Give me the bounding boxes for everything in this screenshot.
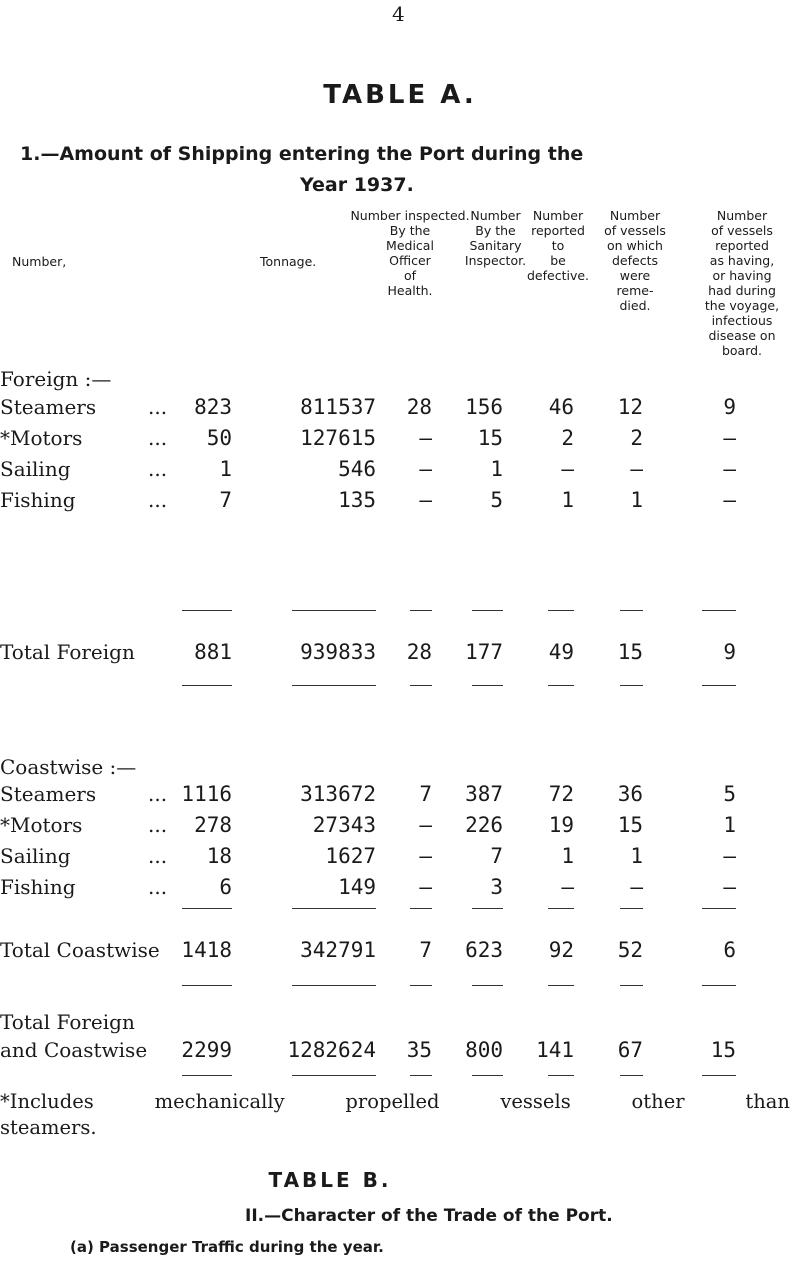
- rule-5-infectious: [702, 1075, 736, 1076]
- col-header-reported: Number By the Sanitary Inspector.: [464, 208, 527, 268]
- rule-1-number: [182, 610, 232, 611]
- footnote-line-2: steamers.: [0, 1116, 97, 1139]
- foreign-row-3-tonnage: 546: [338, 457, 376, 481]
- rule-2-infectious: [702, 685, 736, 686]
- rule-2-number: [182, 685, 232, 686]
- rule-4-number: [182, 985, 232, 986]
- coastwise-row-4-number: 6: [219, 875, 232, 899]
- coastwise-row-3-label: Sailing: [0, 844, 71, 868]
- rule-4-remedied: [620, 985, 643, 986]
- rule-5-defective: [548, 1075, 574, 1076]
- table-a-heading: 1.—Amount of Shipping entering the Port during the: [20, 143, 584, 165]
- rule-3-medical-officer: [410, 908, 432, 909]
- foreign-row-4-label: Fishing: [0, 488, 76, 512]
- coastwise-row-3-sanitary-inspector: 7: [490, 844, 503, 868]
- total-foreign-remedied: 15: [617, 640, 643, 664]
- rule-2-medical-officer: [410, 685, 432, 686]
- coastwise-row-3-leader-dots: ...: [148, 844, 168, 868]
- foreign-row-2-remedied: 2: [630, 426, 643, 450]
- foreign-row-4-remedied: 1: [630, 488, 643, 512]
- coastwise-row-4-label: Fishing: [0, 875, 76, 899]
- coastwise-heading: Coastwise :—: [0, 755, 137, 779]
- coastwise-row-3-remedied: 1: [630, 844, 643, 868]
- rule-3-sanitary-inspector: [472, 908, 503, 909]
- rule-1-medical-officer: [410, 610, 432, 611]
- foreign-row-2-number: 50: [206, 426, 232, 450]
- foreign-row-4-defective: 1: [561, 488, 574, 512]
- total-foreign-sanitary-inspector: 177: [465, 640, 503, 664]
- rule-4-infectious: [702, 985, 736, 986]
- rule-3-remedied: [620, 908, 643, 909]
- page-number: 4: [392, 2, 405, 26]
- rule-3-tonnage: [292, 908, 376, 909]
- foreign-row-4-sanitary-inspector: 5: [490, 488, 503, 512]
- col-header-inspected: Number inspected. By the Medical Officer of Health.: [350, 208, 470, 298]
- total-coastwise-remedied: 52: [617, 938, 643, 962]
- rule-5-number: [182, 1075, 232, 1076]
- rule-1-sanitary-inspector: [472, 610, 503, 611]
- total-coastwise-number: 1418: [181, 938, 232, 962]
- foreign-row-1-number: 823: [194, 395, 232, 419]
- table-b-heading: II.—Character of the Trade of the Port.: [245, 1206, 613, 1226]
- foreign-row-1-tonnage: 811537: [300, 395, 376, 419]
- grand-total-medical-officer: 35: [406, 1038, 432, 1062]
- foreign-row-2-medical-officer: —: [419, 426, 432, 450]
- foreign-row-4-tonnage: 135: [338, 488, 376, 512]
- rule-5-medical-officer: [410, 1075, 432, 1076]
- coastwise-row-4-medical-officer: —: [419, 875, 432, 899]
- foreign-row-3-remedied: —: [630, 457, 643, 481]
- foreign-row-3-leader-dots: ...: [148, 457, 168, 481]
- foreign-row-3-sanitary-inspector: 1: [490, 457, 503, 481]
- foreign-row-2-sanitary-inspector: 15: [477, 426, 503, 450]
- rule-5-tonnage: [292, 1075, 376, 1076]
- coastwise-row-1-infectious: 5: [723, 782, 736, 806]
- rule-3-defective: [548, 908, 574, 909]
- grand-total-defective: 141: [536, 1038, 574, 1062]
- rule-2-tonnage: [292, 685, 376, 686]
- foreign-row-2-infectious: —: [723, 426, 736, 450]
- total-coastwise-label: Total Coastwise: [0, 938, 160, 962]
- foreign-row-2-defective: 2: [561, 426, 574, 450]
- coastwise-row-1-number: 1116: [181, 782, 232, 806]
- rule-2-defective: [548, 685, 574, 686]
- coastwise-row-4-defective: —: [561, 875, 574, 899]
- col-header-tonnage: Tonnage.: [260, 254, 317, 269]
- grand-total-label-2: and Coastwise: [0, 1038, 148, 1062]
- coastwise-row-1-label: Steamers: [0, 782, 97, 806]
- col-header-infectious: Number of vessels reported as having, or having had during the voyage, infectious disease on board.: [704, 208, 780, 358]
- table-b-title: TABLE B.: [268, 1168, 392, 1192]
- grand-total-infectious: 15: [710, 1038, 736, 1062]
- rule-5-remedied: [620, 1075, 643, 1076]
- rule-4-defective: [548, 985, 574, 986]
- foreign-heading: Foreign :—: [0, 367, 112, 391]
- rule-4-tonnage: [292, 985, 376, 986]
- coastwise-row-1-sanitary-inspector: 387: [465, 782, 503, 806]
- table-a-year: Year 1937.: [300, 174, 414, 196]
- foreign-row-1-remedied: 12: [617, 395, 643, 419]
- rule-1-defective: [548, 610, 574, 611]
- grand-total-number: 2299: [181, 1038, 232, 1062]
- coastwise-row-4-tonnage: 149: [338, 875, 376, 899]
- rule-3-number: [182, 908, 232, 909]
- coastwise-row-1-medical-officer: 7: [419, 782, 432, 806]
- foreign-row-1-infectious: 9: [723, 395, 736, 419]
- foreign-row-3-number: 1: [219, 457, 232, 481]
- coastwise-row-2-label: *Motors: [0, 813, 83, 837]
- col-header-defective: Number reported to be defective.: [526, 208, 590, 283]
- foreign-row-1-leader-dots: ...: [148, 395, 168, 419]
- coastwise-row-2-infectious: 1: [723, 813, 736, 837]
- coastwise-row-4-infectious: —: [723, 875, 736, 899]
- foreign-row-3-medical-officer: —: [419, 457, 432, 481]
- rule-1-infectious: [702, 610, 736, 611]
- grand-total-label-1: Total Foreign: [0, 1010, 135, 1034]
- total-foreign-defective: 49: [548, 640, 574, 664]
- foreign-row-4-leader-dots: ...: [148, 488, 168, 512]
- foreign-row-2-leader-dots: ...: [148, 426, 168, 450]
- foreign-row-4-number: 7: [219, 488, 232, 512]
- total-coastwise-medical-officer: 7: [419, 938, 432, 962]
- foreign-row-1-label: Steamers: [0, 395, 97, 419]
- rule-3-infectious: [702, 908, 736, 909]
- foreign-row-3-defective: —: [561, 457, 574, 481]
- coastwise-row-2-remedied: 15: [617, 813, 643, 837]
- coastwise-row-2-medical-officer: —: [419, 813, 432, 837]
- col-header-number: Number,: [12, 254, 67, 269]
- coastwise-row-3-number: 18: [206, 844, 232, 868]
- foreign-row-2-label: *Motors: [0, 426, 83, 450]
- foreign-row-3-label: Sailing: [0, 457, 71, 481]
- foreign-row-4-medical-officer: —: [419, 488, 432, 512]
- coastwise-row-1-defective: 72: [548, 782, 574, 806]
- total-coastwise-infectious: 6: [723, 938, 736, 962]
- rule-1-tonnage: [292, 610, 376, 611]
- foreign-row-1-medical-officer: 28: [406, 395, 432, 419]
- total-foreign-label: Total Foreign: [0, 640, 135, 664]
- foreign-row-1-defective: 46: [548, 395, 574, 419]
- foreign-row-3-infectious: —: [723, 457, 736, 481]
- total-coastwise-sanitary-inspector: 623: [465, 938, 503, 962]
- coastwise-row-2-number: 278: [194, 813, 232, 837]
- rule-4-medical-officer: [410, 985, 432, 986]
- foreign-row-4-infectious: —: [723, 488, 736, 512]
- total-coastwise-defective: 92: [548, 938, 574, 962]
- total-foreign-tonnage: 939833: [300, 640, 376, 664]
- rule-2-remedied: [620, 685, 643, 686]
- rule-4-sanitary-inspector: [472, 985, 503, 986]
- coastwise-row-1-leader-dots: ...: [148, 782, 168, 806]
- foreign-row-2-tonnage: 127615: [300, 426, 376, 450]
- coastwise-row-3-infectious: —: [723, 844, 736, 868]
- total-foreign-medical-officer: 28: [406, 640, 432, 664]
- table-b-subheading: (a) Passenger Traffic during the year.: [70, 1238, 384, 1256]
- coastwise-row-2-tonnage: 27343: [312, 813, 376, 837]
- footnote-line-1: *Includes mechanically propelled vessels other than: [0, 1090, 790, 1113]
- rule-1-remedied: [620, 610, 643, 611]
- coastwise-row-4-remedied: —: [630, 875, 643, 899]
- grand-total-sanitary-inspector: 800: [465, 1038, 503, 1062]
- total-foreign-number: 881: [194, 640, 232, 664]
- coastwise-row-2-sanitary-inspector: 226: [465, 813, 503, 837]
- coastwise-row-2-leader-dots: ...: [148, 813, 168, 837]
- foreign-row-1-sanitary-inspector: 156: [465, 395, 503, 419]
- rule-5-sanitary-inspector: [472, 1075, 503, 1076]
- rule-2-sanitary-inspector: [472, 685, 503, 686]
- coastwise-row-4-leader-dots: ...: [148, 875, 168, 899]
- coastwise-row-1-remedied: 36: [617, 782, 643, 806]
- col-header-remedied: Number of vessels on which defects were reme- died.: [604, 208, 666, 313]
- coastwise-row-2-defective: 19: [548, 813, 574, 837]
- coastwise-row-4-sanitary-inspector: 3: [490, 875, 503, 899]
- grand-total-tonnage: 1282624: [287, 1038, 376, 1062]
- table-a-title: TABLE A.: [323, 80, 477, 110]
- coastwise-row-3-tonnage: 1627: [325, 844, 376, 868]
- grand-total-remedied: 67: [617, 1038, 643, 1062]
- total-foreign-infectious: 9: [723, 640, 736, 664]
- coastwise-row-3-defective: 1: [561, 844, 574, 868]
- coastwise-row-1-tonnage: 313672: [300, 782, 376, 806]
- total-coastwise-tonnage: 342791: [300, 938, 376, 962]
- coastwise-row-3-medical-officer: —: [419, 844, 432, 868]
